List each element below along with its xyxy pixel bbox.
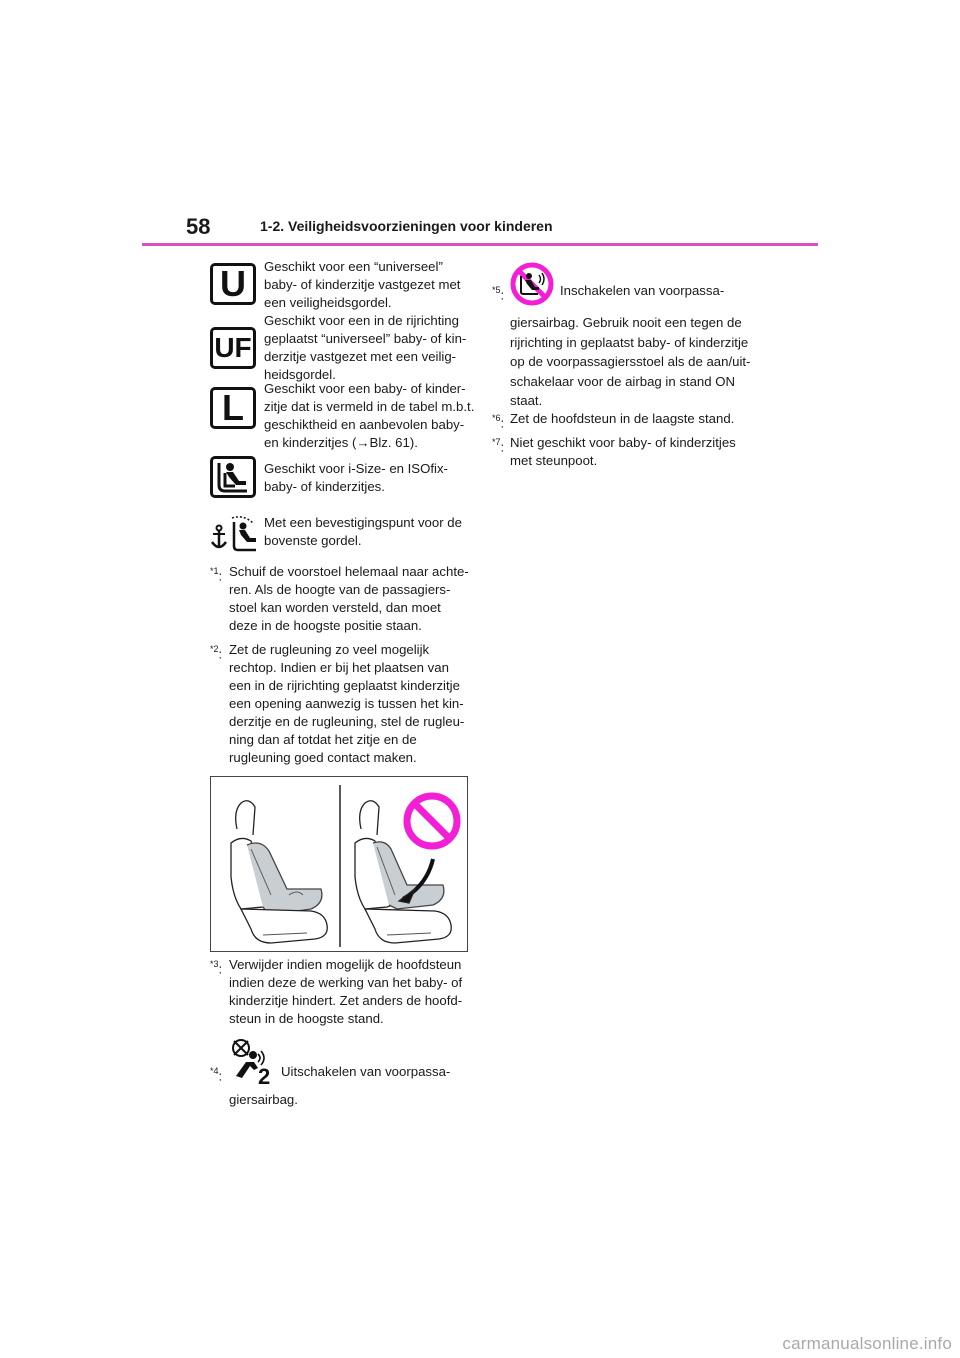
footnote-4-inline: Uitschakelen van voorpassa- — [281, 1064, 451, 1079]
footnote-4-mark: $^{*4}$: — [210, 1066, 223, 1084]
footnote-line: ning dan af totdat het zitje en de — [229, 732, 417, 747]
footnote-2-text — [229, 641, 464, 767]
footnote-line: rugleuning goed contact maken. — [229, 750, 417, 765]
legend-line: een veiligheidsgordel. — [264, 295, 392, 310]
legend-line: Geschikt voor een in de rijrichting — [264, 313, 459, 328]
footnote-mark: *3 — [210, 959, 219, 969]
l-icon — [210, 387, 256, 429]
legend-isofix-text — [264, 460, 448, 496]
footnote-4-cont: giersairbag. — [229, 1092, 298, 1107]
legend-line: baby- of kinderzitje vastgezet met — [264, 277, 461, 292]
footnote-line: giersairbag. Gebruik nooit een tegen de — [510, 315, 742, 330]
footnote-line: rechtop. Indien er bij het plaatsen van — [229, 660, 449, 675]
footnote-line: een opening aanwezig is tussen het kin- — [229, 696, 464, 711]
uf-icon — [210, 327, 256, 369]
footnote-5-mark: $^{*5}$: — [492, 285, 505, 303]
footnote-line: Zet de rugleuning zo veel mogelijk — [229, 642, 430, 657]
footnote-line: derzitje en de rugleuning, stel de rugleu- — [229, 714, 465, 729]
svg-text:2: 2 — [258, 1064, 271, 1086]
footnote-7-text — [510, 434, 736, 470]
legend-line: baby- of kinderzitjes. — [264, 479, 385, 494]
footnote-line: ren. Als de hoogte van de passagiers- — [229, 582, 451, 597]
footnote-mark: *6 — [492, 413, 501, 423]
seat-illustration — [210, 776, 468, 952]
footnote-line: met steunpoot. — [510, 453, 598, 468]
footnote-5-inline: Inschakelen van voorpassa- — [560, 283, 725, 298]
legend-line: bovenste gordel. — [264, 533, 362, 548]
seat-illustration-svg — [211, 777, 467, 951]
section-title: 1-2. Veiligheidsvoorzieningen voor kinderen — [260, 218, 553, 234]
airbag-on-icon — [510, 262, 554, 306]
footnote-line: rijrichting in geplaatst baby- of kinderzitje — [510, 334, 749, 350]
legend-line: zitje dat is vermeld in de tabel m.b.t. — [264, 399, 475, 414]
legend-line: en kinderzitjes (→Blz. 61). — [264, 435, 418, 450]
header-rule — [142, 243, 818, 246]
watermark: carmanualsonline.info — [782, 1334, 952, 1353]
isofix-child-seat-icon — [210, 456, 256, 498]
prohibition-mark — [407, 796, 457, 846]
footnote-6-text — [510, 410, 734, 428]
legend-u-text — [264, 258, 460, 312]
footnote-1-mark: $^{*1}$: — [210, 566, 223, 584]
legend-line: geschiktheid en aanbevolen baby- — [264, 417, 465, 432]
legend-line: Geschikt voor een baby- of kinder- — [264, 381, 466, 396]
footnote-line: staat. — [510, 393, 543, 408]
footnote-line: stoel kan worden versteld, dan moet — [229, 600, 441, 615]
airbag-off-icon — [228, 1038, 276, 1086]
footnote-line: Niet geschikt voor baby- of kinderzitjes — [510, 435, 736, 450]
footnote-1-text — [229, 563, 469, 635]
footnote-7-mark: $^{*7}$: — [492, 437, 505, 455]
top-tether-anchor-svg — [210, 514, 260, 554]
top-tether-anchor-icon — [210, 514, 260, 554]
l-icon-letter: L — [222, 387, 244, 428]
u-icon-letter: U — [220, 263, 246, 304]
footnote-line: Verwijder indien mogelijk de hoofdsteun — [229, 957, 462, 972]
footnote-line: kinderzitje hindert. Zet anders de hoofd- — [229, 993, 463, 1008]
legend-tether-text — [264, 514, 462, 550]
legend-line: heidsgordel. — [264, 367, 336, 382]
footnote-mark: *7 — [492, 437, 501, 447]
footnote-mark: *5 — [492, 285, 501, 295]
airbag-on-svg — [510, 262, 554, 306]
legend-line: geplaatst “universeel” baby- of kin- — [264, 331, 467, 346]
uf-icon-letter: UF — [214, 332, 252, 363]
footnote-line: deze in de hoogste positie staan. — [229, 618, 422, 633]
page-number: 58 — [186, 214, 211, 239]
u-icon — [210, 263, 256, 305]
footnote-line: een in de rijrichting geplaatst kinderzitje — [229, 678, 460, 693]
isofix-child-seat-svg — [213, 459, 253, 495]
footnote-2-mark: $^{*2}$: — [210, 644, 223, 662]
footnote-mark: *2 — [210, 644, 219, 654]
footnote-3-mark: $^{*3}$: — [210, 959, 223, 977]
footnote-line: indien deze de werking van het baby- of — [229, 975, 463, 990]
legend-line: derzitje vastgezet met een veilig- — [264, 349, 457, 364]
footnote-line: Zet de hoofdsteun in de laagste stand. — [510, 411, 735, 426]
footnote-3-text — [229, 956, 462, 1028]
footnote-mark: *4 — [210, 1066, 219, 1076]
footnote-line: Schuif de voorstoel helemaal naar achte- — [229, 564, 469, 579]
footnote-line: op de voorpassagiersstoel als de aan/uit- — [510, 354, 751, 369]
legend-line: Geschikt voor i-Size- en ISOfix- — [264, 461, 448, 476]
legend-line: Met een bevestigingspunt voor de — [264, 515, 462, 530]
footnote-6-mark: $^{*6}$: — [492, 413, 505, 431]
legend-uf-text — [264, 312, 466, 384]
legend-line: Geschikt voor een “universeel” — [264, 259, 443, 274]
footnote-5-text — [510, 313, 750, 411]
airbag-off-svg — [228, 1038, 276, 1086]
footnote-line: steun in de hoogste stand. — [229, 1011, 384, 1026]
footnote-line: schakelaar voor de airbag in stand ON — [510, 373, 736, 389]
seat-correct — [231, 801, 327, 943]
legend-l-text — [264, 380, 474, 452]
footnote-mark: *1 — [210, 566, 219, 576]
